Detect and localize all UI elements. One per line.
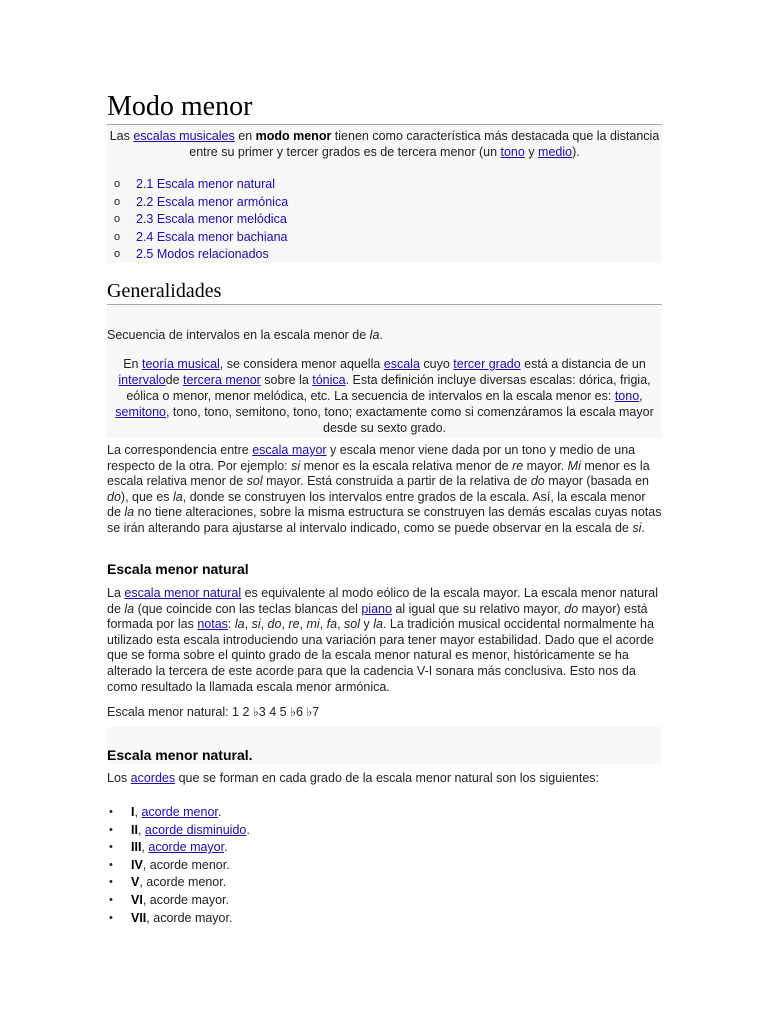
toc-bullet: o bbox=[114, 230, 121, 243]
toc-bullet: o bbox=[114, 213, 121, 225]
chords-intro: Los acordes que se forman en cada grado de la escala menor natural son los siguientes: bbox=[107, 771, 599, 785]
link-semitono[interactable]: semitono bbox=[115, 405, 166, 419]
link-escala-menor-natural[interactable]: escala menor natural bbox=[124, 586, 242, 600]
link-medio[interactable]: medio bbox=[538, 145, 573, 159]
bullet: • bbox=[109, 858, 113, 871]
figure-caption: Secuencia de intervalos en la escala menor de la. bbox=[107, 328, 383, 342]
chords-list bbox=[107, 804, 662, 927]
toc-item[interactable]: o 2.5 Modos relacionados bbox=[107, 246, 662, 264]
toc-item[interactable]: o 2.1 Escala menor natural bbox=[107, 176, 662, 194]
link-escala[interactable]: escala bbox=[383, 357, 420, 371]
link-acordes[interactable]: acordes bbox=[130, 771, 176, 785]
subsection-heading: Escala menor natural. bbox=[107, 747, 253, 763]
section-heading-generalidades: Generalidades bbox=[107, 278, 662, 305]
link-notas[interactable]: notas bbox=[197, 617, 228, 632]
page-title: Modo menor bbox=[107, 90, 662, 125]
bullet: • bbox=[109, 806, 113, 818]
definition-paragraph: En teoría musical, se considera menor aquella escala cuyo tercer grado está a distancia de un intervalode tercera menor sobre la tónica. Esta definición incluye diversas escalas: dórica, frigia, eólica o menor, menor melódica, etc. La secuencia de intervalos en la escala menor es: tono, semitono, tono, tono, semitono, tono, tono; exactamente como si comenzáramos la escala mayor desde su sexto grado. bbox=[115, 357, 654, 435]
link-acorde-disminuido[interactable]: acorde disminuido bbox=[144, 822, 247, 837]
bullet: • bbox=[109, 841, 113, 854]
list-item: • VI, acorde mayor. bbox=[107, 892, 662, 910]
list-item: • I, acorde menor. bbox=[107, 804, 662, 822]
list-item: • VII, acorde mayor. bbox=[107, 910, 662, 928]
link-teoria-musical[interactable]: teoría musical bbox=[141, 357, 220, 371]
link-tono-2[interactable]: tono bbox=[614, 389, 640, 403]
toc-bullet: o bbox=[114, 248, 121, 260]
link-piano[interactable]: piano bbox=[361, 601, 392, 616]
list-item: • III, acorde mayor. bbox=[107, 839, 662, 857]
link-acorde-menor[interactable]: acorde menor bbox=[141, 805, 218, 819]
link-escalas-musicales[interactable]: escalas musicales bbox=[133, 129, 235, 143]
correspondence-paragraph: La correspondencia entre escala mayor y escala menor viene dada por un tono y medio de una respecto de la otra. Por ejemplo: si menor es la escala relativa menor de re mayor. Mi menor es la escala relativa menor de sol mayor. Está construida a partir de la relativa de do mayor (basada en do), que es la, donde se construyen los intervalos entre grados de la escala. Así, la escala menor de la no tiene alteraciones, sobre la misma estructura se construyen las demás escalas cuyas notas se irán alterando para ajustarse al intervalo indicado, como se puede observar en la escala de si. bbox=[107, 443, 662, 535]
section-heading-escala-menor-natural: Escala menor natural bbox=[107, 561, 249, 577]
scale-formula: Escala menor natural: 1 2 ♭3 4 5 ♭6 ♭7 bbox=[107, 705, 320, 719]
bullet: • bbox=[109, 893, 113, 906]
link-tercera-menor[interactable]: tercera menor bbox=[183, 373, 261, 387]
toc-item[interactable]: o 2.4 Escala menor bachiana bbox=[107, 229, 662, 247]
list-item: • V, acorde menor. bbox=[107, 874, 662, 892]
bullet: • bbox=[109, 876, 113, 889]
toc-bullet: o bbox=[114, 195, 121, 208]
link-escala-mayor[interactable]: escala mayor bbox=[252, 443, 327, 457]
intro-paragraph: Las escalas musicales en modo menor tienen como característica más destacada que la distancia entre su primer y tercer grados es de tercera menor (un tono y medio). bbox=[109, 129, 660, 159]
toc-item[interactable]: o 2.3 Escala menor melódica bbox=[107, 211, 662, 229]
link-tonica[interactable]: tónica bbox=[312, 373, 346, 387]
list-item: • IV, acorde menor. bbox=[107, 857, 662, 875]
link-intervalo[interactable]: intervalo bbox=[118, 373, 166, 387]
toc-item[interactable]: o 2.2 Escala menor armónica bbox=[107, 194, 662, 212]
bullet: • bbox=[109, 823, 113, 836]
toc-bullet: o bbox=[114, 178, 121, 190]
table-of-contents bbox=[107, 176, 662, 264]
list-item: • II, acorde disminuido. bbox=[107, 822, 662, 840]
bullet: • bbox=[109, 911, 113, 924]
link-tercer-grado[interactable]: tercer grado bbox=[453, 357, 521, 371]
link-tono[interactable]: tono bbox=[500, 145, 525, 159]
natural-scale-paragraph: La escala menor natural es equivalente al modo eólico de la escala mayor. La escala menor natural de la (que coincide con las teclas blancas del piano al igual que su relativo mayor, do mayor) está formada por las notas: la, si, do, re, mi, fa, sol y la. La tradición musical occidental normalmente ha utilizado esta escala introduciendo una variación para tener mayor estabilidad. Dado que el acorde que se forma sobre el quinto grado de la escala menor natural es menor, históricamente se ha alterado la tercera de este acorde para que la cadencia V-I sonara más conclusiva. Esto nos da como resultado la llamada escala menor armónica. bbox=[107, 586, 659, 694]
link-acorde-mayor[interactable]: acorde mayor bbox=[148, 840, 225, 855]
